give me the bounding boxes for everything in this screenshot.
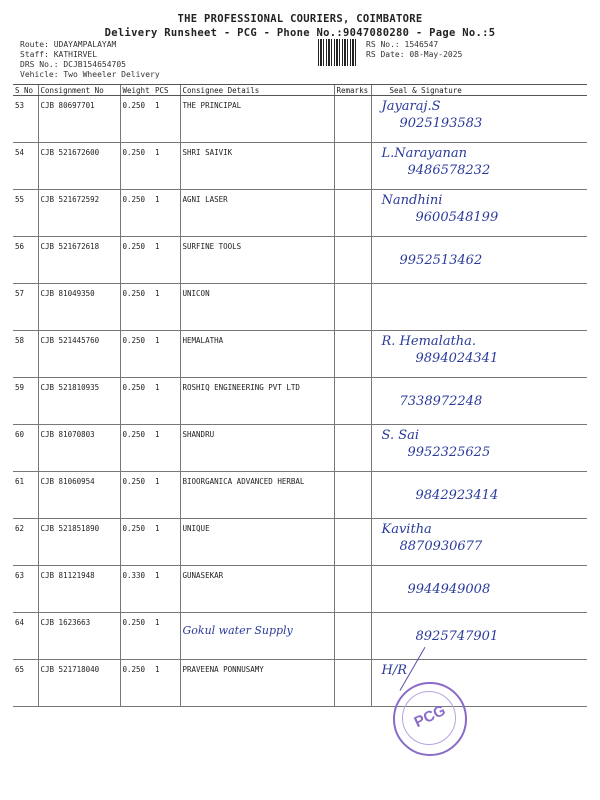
rs-number: RS No.: 1546547 [366,40,439,49]
consignee-cell [180,613,334,660]
remarks-cell [334,331,371,378]
consignee-cell: THE PRINCIPAL [180,96,334,143]
weight-cell: 0.250 [120,660,153,707]
consignee-cell: UNIQUE [180,519,334,566]
consignment-cell: CJB 81070803 [38,425,120,472]
consignee-cell: SHRI SAIVIK [180,143,334,190]
stamp-text: PCG [411,701,449,732]
signature-cell [371,425,587,472]
consignee-cell: ROSHIQ ENGINEERING PVT LTD [180,378,334,425]
table-row [13,425,587,472]
signature-name: S. Sai [381,428,420,443]
col-weight: Weight [120,85,153,96]
sno-cell: 62 [13,519,38,566]
pcs-cell: 1 [153,190,180,237]
weight-cell: 0.250 [120,613,153,660]
sno-cell: 63 [13,566,38,613]
weight-cell: 0.250 [120,425,153,472]
signature-cell [371,519,587,566]
signature-cell [371,613,587,660]
sno-cell: 55 [13,190,38,237]
remarks-cell [334,96,371,143]
company-title: THE PROFESSIONAL COURIERS, COIMBATORE [177,13,423,25]
signature-phone: 9600548199 [415,210,499,225]
handwritten-consignee: Gokul water Supply [182,624,293,637]
table-row [13,331,587,378]
consignment-cell: CJB 81121948 [38,566,120,613]
remarks-cell [334,284,371,331]
weight-cell: 0.250 [120,519,153,566]
table-row [13,284,587,331]
pcs-cell: 1 [153,237,180,284]
pcs-cell: 1 [153,378,180,425]
consignment-cell: CJB 521445760 [38,331,120,378]
table-row [13,660,587,707]
signature-cell [371,96,587,143]
signature-name: Nandhini [381,193,443,208]
remarks-cell [334,425,371,472]
route-info [20,40,160,80]
table-header [13,85,587,96]
consignee-cell: SHANDRU [180,425,334,472]
consignee-cell: GUNASEKAR [180,566,334,613]
sno-cell: 57 [13,284,38,331]
signature-phone: 7338972248 [399,394,483,409]
signature-cell [371,237,587,284]
consignment-cell: CJB 1623663 [38,613,120,660]
sno-cell: 58 [13,331,38,378]
signature-name: Kavitha [381,522,432,537]
table-row [13,613,587,660]
signature-cell [371,378,587,425]
signature-name: L.Narayanan [381,146,467,161]
consignment-cell: CJB 521718040 [38,660,120,707]
remarks-cell [334,660,371,707]
rs-info [366,40,462,60]
pcs-cell: 1 [153,331,180,378]
sno-cell: 54 [13,143,38,190]
col-consignment: Consignment No [38,85,120,96]
weight-cell: 0.330 [120,566,153,613]
signature-phone: 9894024341 [415,351,499,366]
consignment-cell: CJB 80697701 [38,96,120,143]
weight-cell: 0.250 [120,237,153,284]
table-row [13,96,587,143]
barcode-icon [318,39,358,66]
signature-phone: 9842923414 [415,488,499,503]
staff: Staff: KATHIRVEL [20,50,98,59]
consignment-cell: CJB 521672592 [38,190,120,237]
pcs-cell: 1 [153,660,180,707]
remarks-cell [334,472,371,519]
table-row [13,143,587,190]
consignee-cell: UNICON [180,284,334,331]
consignee-cell: AGNI LASER [180,190,334,237]
runsheet-table [13,84,587,707]
table-row [13,566,587,613]
consignee-cell: BIOORGANICA ADVANCED HERBAL [180,472,334,519]
sno-cell: 59 [13,378,38,425]
signature-name: R. Hemalatha. [381,334,477,349]
sno-cell: 53 [13,96,38,143]
col-pcs: PCS [153,85,180,96]
signature-cell [371,143,587,190]
remarks-cell [334,237,371,284]
sno-cell: 64 [13,613,38,660]
col-sno: S No [13,85,38,96]
signature-phone: 9944949008 [407,582,491,597]
weight-cell: 0.250 [120,472,153,519]
consignee-cell: SURFINE TOOLS [180,237,334,284]
weight-cell: 0.250 [120,96,153,143]
pcs-cell: 1 [153,566,180,613]
table-row [13,237,587,284]
signature-name: Jayaraj.S [381,99,441,114]
sno-cell: 61 [13,472,38,519]
runsheet-subtitle: Delivery Runsheet - PCG - Phone No.:9047080280 - Page No.:5 [104,27,496,39]
sno-cell: 60 [13,425,38,472]
route: Route: UDAYAMPALAYAM [20,40,117,49]
signature-phone: 9952513462 [399,253,483,268]
pcs-cell: 1 [153,96,180,143]
remarks-cell [334,519,371,566]
pcs-cell: 1 [153,143,180,190]
pcg-stamp [393,682,467,756]
consignee-cell: PRAVEENA PONNUSAMY [180,660,334,707]
remarks-cell [334,143,371,190]
remarks-cell [334,190,371,237]
signature-phone: 9486578232 [407,163,491,178]
col-consignee: Consignee Details [180,85,334,96]
signature-cell [371,566,587,613]
consignment-cell: CJB 521672618 [38,237,120,284]
vehicle: Vehicle: Two Wheeler Delivery [20,70,160,79]
pcs-cell: 1 [153,284,180,331]
weight-cell: 0.250 [120,284,153,331]
signature-phone: 8870930677 [399,539,483,554]
consignment-cell: CJB 521672600 [38,143,120,190]
consignee-cell: HEMALATHA [180,331,334,378]
remarks-cell [334,378,371,425]
signature-phone: 9025193583 [399,116,483,131]
pcs-cell: 1 [153,472,180,519]
sno-cell: 56 [13,237,38,284]
consignment-cell: CJB 521851890 [38,519,120,566]
remarks-cell [334,613,371,660]
signature-name: H/R [381,663,408,678]
signature-phone: 9952325625 [407,445,491,460]
col-remarks: Remarks [334,85,371,96]
remarks-cell [334,566,371,613]
weight-cell: 0.250 [120,378,153,425]
table-row [13,190,587,237]
signature-cell [371,331,587,378]
rs-date: RS Date: 08-May-2025 [366,50,463,59]
table-row [13,519,587,566]
signature-phone: 8925747901 [415,629,499,644]
weight-cell: 0.250 [120,143,153,190]
table-row [13,472,587,519]
drs-number: DRS No.: DCJB154654705 [20,60,126,69]
weight-cell: 0.250 [120,190,153,237]
signature-cell [371,190,587,237]
signature-cell [371,284,587,331]
pcs-cell: 1 [153,613,180,660]
consignment-cell: CJB 81060954 [38,472,120,519]
sno-cell: 65 [13,660,38,707]
pcs-cell: 1 [153,519,180,566]
col-seal: Seal & Signature [371,85,587,96]
consignment-cell: CJB 81049350 [38,284,120,331]
weight-cell: 0.250 [120,331,153,378]
consignment-cell: CJB 521810935 [38,378,120,425]
table-row [13,378,587,425]
pcs-cell: 1 [153,425,180,472]
signature-cell [371,472,587,519]
